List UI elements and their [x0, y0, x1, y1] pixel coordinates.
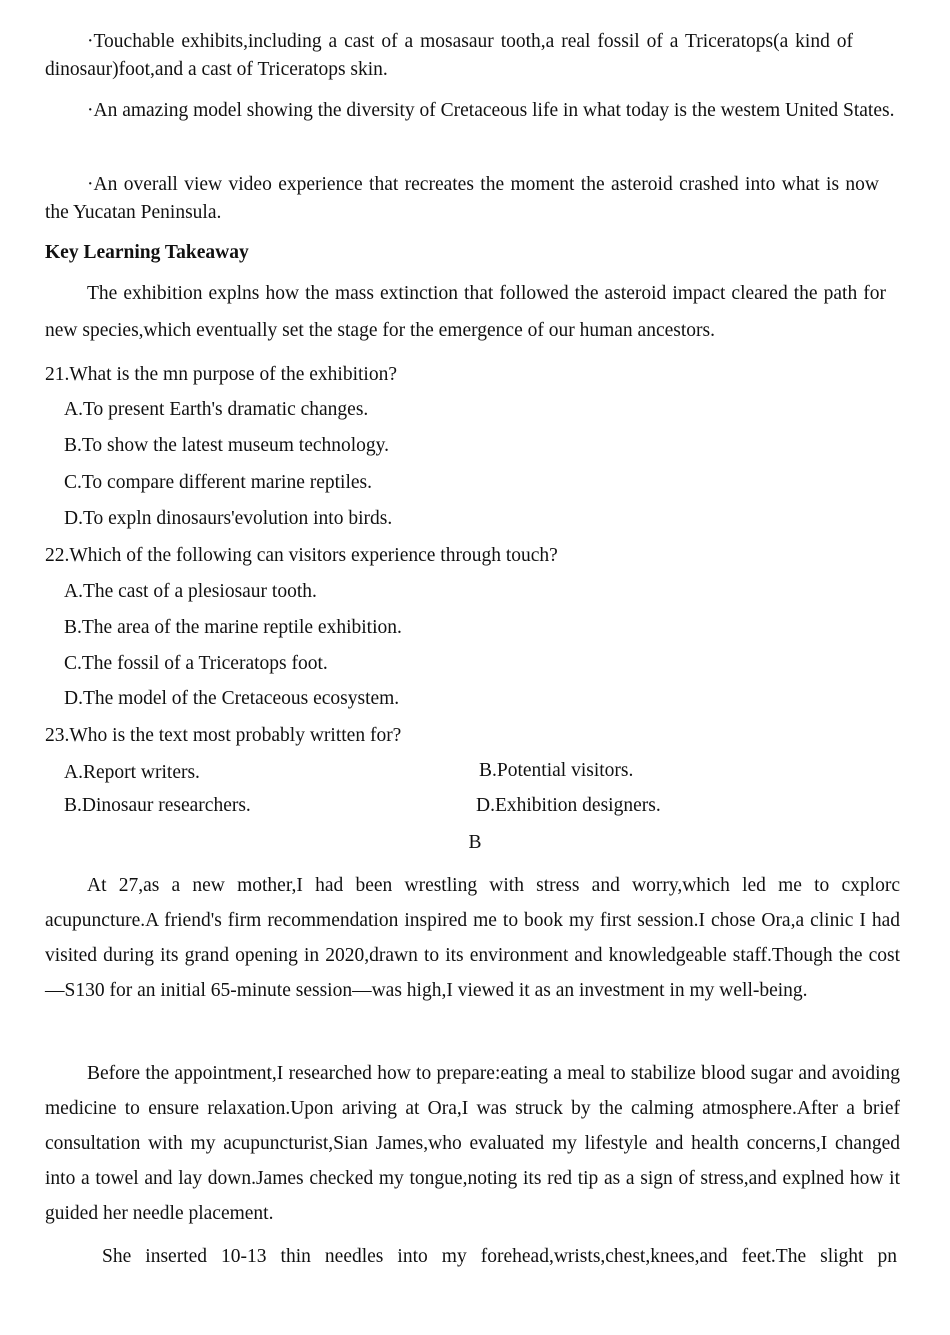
question-23-option-a: A.Report writers.: [64, 762, 200, 783]
question-22-option-b: B.The area of the marine reptile exhibition.: [64, 617, 402, 638]
question-22-option-c: C.The fossil of a Triceratops foot.: [64, 653, 328, 674]
question-22-stem: 22.Which of the following can visitors experience through touch?: [45, 545, 558, 566]
bullet-cretaceous-model: ·An amazing model showing the diversity of Cretaceous life in what today is the westem United States.: [87, 100, 895, 121]
bullet-touchable-exhibits: ·Touchable exhibits,including a cast of a mosasaur tooth,a real fossil of a Triceratops(a kind of dinosaur)foot,and a cast of Triceratops skin.: [45, 31, 853, 80]
section-b-label: B: [468, 832, 482, 853]
section-b-paragraph-3: She inserted 10-13 thin needles into my forehead,wrists,chest,knees,and feet.The slight pn: [102, 1246, 897, 1267]
question-22-option-a: A.The cast of a plesiosaur tooth.: [64, 581, 317, 602]
takeaway-heading: Key Learning Takeaway: [45, 242, 249, 263]
section-b-paragraph-2: Before the appointment,I researched how to prepare:eating a meal to stabilize blood sugar and avoiding medicine to ensure relaxation.Upon ariving at Ora,I was struck by the calming atmosphere.After a brief consultation with my acupuncturist,Sian James,who evaluated my lifestyle and health concerns,I changed into a towel and lay down.James checked my tongue,noting its red tip as a sign of stress,and explned how it guided her needle placement.: [45, 1063, 900, 1224]
question-23-stem: 23.Who is the text most probably written for?: [45, 725, 402, 746]
takeaway-text: The exhibition explns how the mass extinction that followed the asteroid impact cleared the path for new species,which eventually set the stage for the emergence of our human ancestors.: [45, 283, 886, 341]
question-21-option-a: A.To present Earth's dramatic changes.: [64, 399, 369, 420]
bullet-video-experience: ·An overall view video experience that recreates the moment the asteroid crashed into what is now the Yucatan Peninsula.: [45, 174, 879, 223]
question-21-option-d: D.To expln dinosaurs'evolution into birds.: [64, 508, 393, 529]
question-21-stem: 21.What is the mn purpose of the exhibition?: [45, 364, 398, 385]
question-23-option-b: B.Potential visitors.: [479, 760, 634, 781]
question-21-option-b: B.To show the latest museum technology.: [64, 435, 390, 456]
question-21-option-c: C.To compare different marine reptiles.: [64, 472, 372, 493]
question-22-option-d: D.The model of the Cretaceous ecosystem.: [64, 688, 400, 709]
section-b-paragraph-1: At 27,as a new mother,I had been wrestling with stress and worry,which led me to cxplorc acupuncture.A friend's firm recommendation inspired me to book my first session.I chose Ora,a clinic I had visited during its grand opening in 2020,drawn to its environment and knowledgeable staff.Though the cost—S130 for an initial 65-minute session—was high,I viewed it as an investment in my well-being.: [45, 875, 900, 1001]
question-23-option-d: D.Exhibition designers.: [476, 795, 661, 816]
question-23-option-c: B.Dinosaur researchers.: [64, 795, 251, 816]
